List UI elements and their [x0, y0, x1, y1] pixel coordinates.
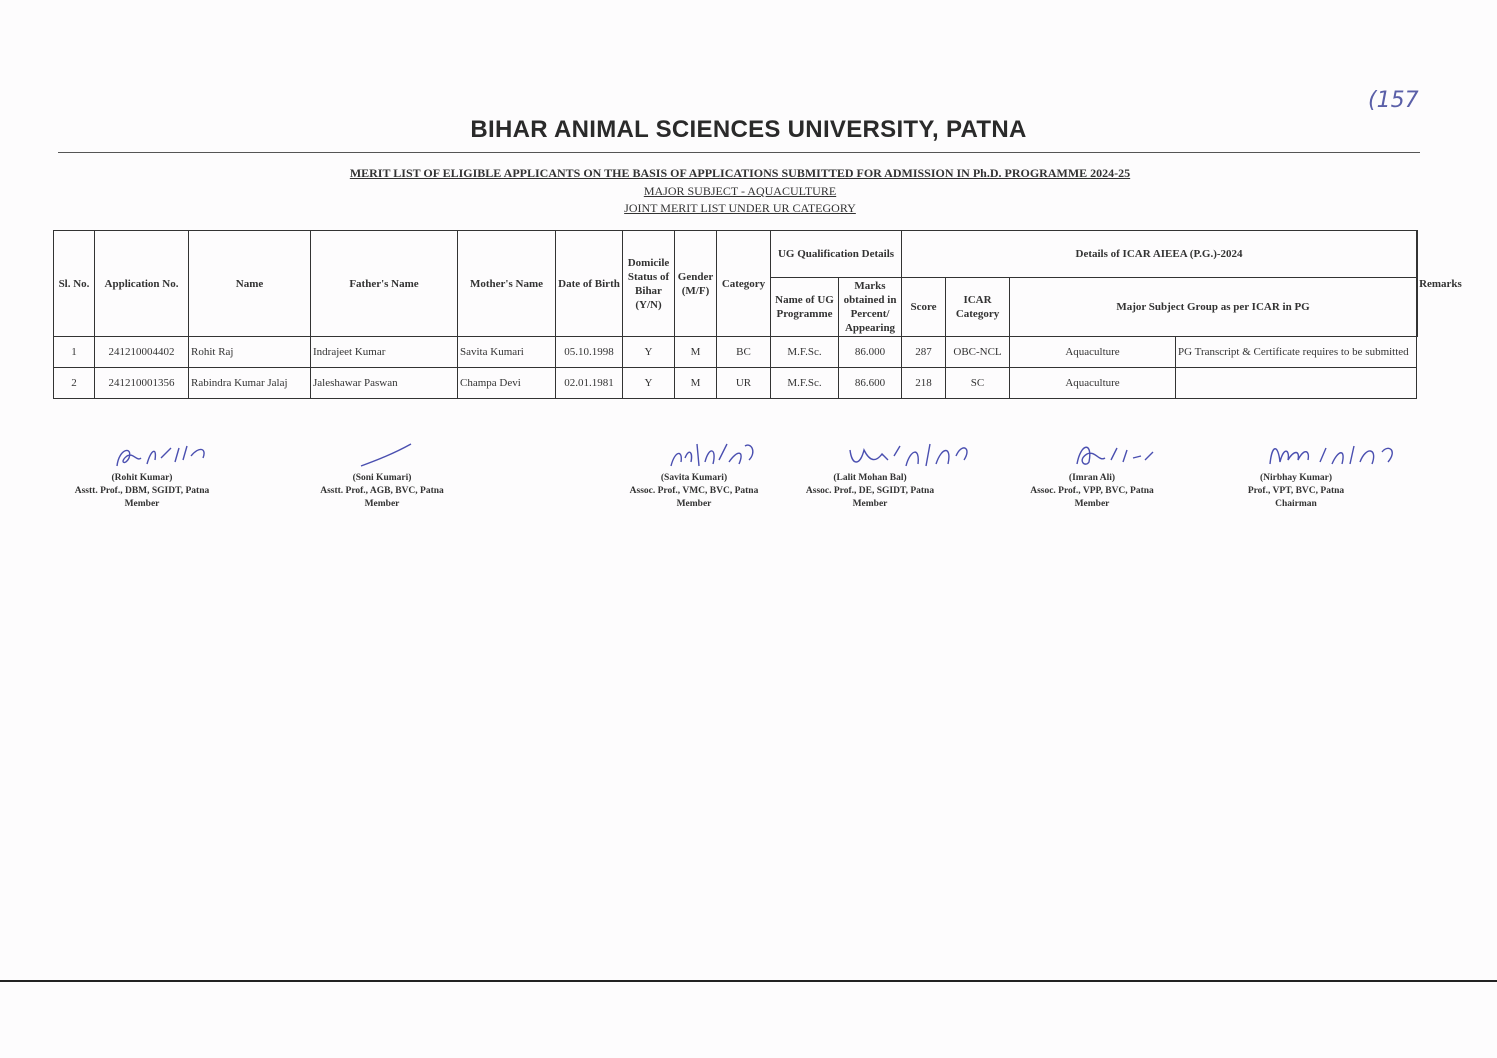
header-category: Category — [717, 231, 771, 337]
cell-subject: Aquaculture — [1010, 337, 1176, 368]
cell-name: Rabindra Kumar Jalaj — [189, 368, 311, 399]
cell-remarks: PG Transcript & Certificate requires to be submitted — [1176, 337, 1417, 368]
bottom-divider — [0, 980, 1497, 982]
cell-remarks — [1176, 368, 1417, 399]
header-icar-details: Details of ICAR AIEEA (P.G.)-2024 — [902, 231, 1417, 278]
header-father-name: Father's Name — [311, 231, 458, 337]
signatory-block: (Imran Ali) Assoc. Prof., VPP, BVC, Patna Member — [1012, 436, 1172, 511]
header-major-subject-group: Major Subject Group as per ICAR in PG — [1010, 278, 1417, 337]
cell-marks: 86.000 — [839, 337, 902, 368]
cell-subject: Aquaculture — [1010, 368, 1176, 399]
cell-dob: 05.10.1998 — [556, 337, 623, 368]
table-row — [54, 368, 1418, 399]
cell-mother: Savita Kumari — [458, 337, 556, 368]
cell-name: Rohit Raj — [189, 337, 311, 368]
header-remarks: Remarks — [1419, 277, 1462, 290]
table-row — [54, 337, 1418, 368]
header-marks: Marks obtained in Percent/ Appearing — [839, 278, 902, 337]
cell-domicile: Y — [623, 337, 675, 368]
cell-category: UR — [717, 368, 771, 399]
merit-list-subtitle: MERIT LIST OF ELIGIBLE APPLICANTS ON THE BASIS OF APPLICATIONS SUBMITTED FOR ADMISSION IN Ph.D. PROGRAMME 2024-25 — [349, 166, 1131, 180]
header-score: Score — [902, 278, 946, 337]
cell-icar-category: OBC-NCL — [946, 337, 1010, 368]
header-domicile: Domicile Status of Bihar (Y/N) — [623, 231, 675, 337]
list-type-heading: JOINT MERIT LIST UNDER UR CATEGORY — [624, 201, 856, 215]
signatory-block: (Savita Kumari) Assoc. Prof., VMC, BVC, Patna Member — [614, 436, 774, 511]
cell-ug: M.F.Sc. — [771, 368, 839, 399]
cell-score: 218 — [902, 368, 946, 399]
major-subject-heading: MAJOR SUBJECT - AQUACULTURE — [643, 184, 837, 198]
merit-table — [53, 230, 1462, 399]
cell-marks: 86.600 — [839, 368, 902, 399]
cell-sl: 2 — [54, 368, 95, 399]
cell-father: Indrajeet Kumar — [311, 337, 458, 368]
handwritten-signature — [307, 436, 457, 472]
header-ug-programme: Name of UG Programme — [771, 278, 839, 337]
signatory-block: (Lalit Mohan Bal) Assoc. Prof., DE, SGIDT, Patna Member — [790, 436, 950, 511]
cell-dob: 02.01.1981 — [556, 368, 623, 399]
cell-father: Jaleshawar Paswan — [311, 368, 458, 399]
cell-ug: M.F.Sc. — [771, 337, 839, 368]
handwritten-signature — [67, 436, 217, 472]
cell-sl: 1 — [54, 337, 95, 368]
cell-gender: M — [675, 337, 717, 368]
header-dob: Date of Birth — [556, 231, 623, 337]
cell-score: 287 — [902, 337, 946, 368]
handwritten-signature — [1017, 436, 1167, 472]
cell-mother: Champa Devi — [458, 368, 556, 399]
cell-gender: M — [675, 368, 717, 399]
header-name: Name — [189, 231, 311, 337]
signatory-block: (Rohit Kumar) Asstt. Prof., DBM, SGIDT, Patna Member — [62, 436, 222, 511]
handwritten-signature — [619, 436, 769, 472]
header-mother-name: Mother's Name — [458, 231, 556, 337]
header-icar-category: ICAR Category — [946, 278, 1010, 337]
cell-icar-category: SC — [946, 368, 1010, 399]
signatory-block: (Soni Kumari) Asstt. Prof., AGB, BVC, Patna Member — [302, 436, 462, 511]
header-gender: Gender (M/F) — [675, 231, 717, 337]
header-divider — [58, 152, 1420, 153]
page-number: (157 — [1368, 88, 1419, 113]
handwritten-signature — [790, 436, 980, 472]
cell-app-no: 241210001356 — [95, 368, 189, 399]
handwritten-signature — [1216, 436, 1406, 472]
cell-domicile: Y — [623, 368, 675, 399]
university-title: BIHAR ANIMAL SCIENCES UNIVERSITY, PATNA — [470, 116, 1027, 143]
signatory-block: (Nirbhay Kumar) Prof., VPT, BVC, Patna Chairman — [1216, 436, 1376, 511]
header-sl-no: Sl. No. — [54, 231, 95, 337]
header-ug-qualification: UG Qualification Details — [771, 231, 902, 278]
cell-category: BC — [717, 337, 771, 368]
cell-app-no: 241210004402 — [95, 337, 189, 368]
header-application-no: Application No. — [95, 231, 189, 337]
